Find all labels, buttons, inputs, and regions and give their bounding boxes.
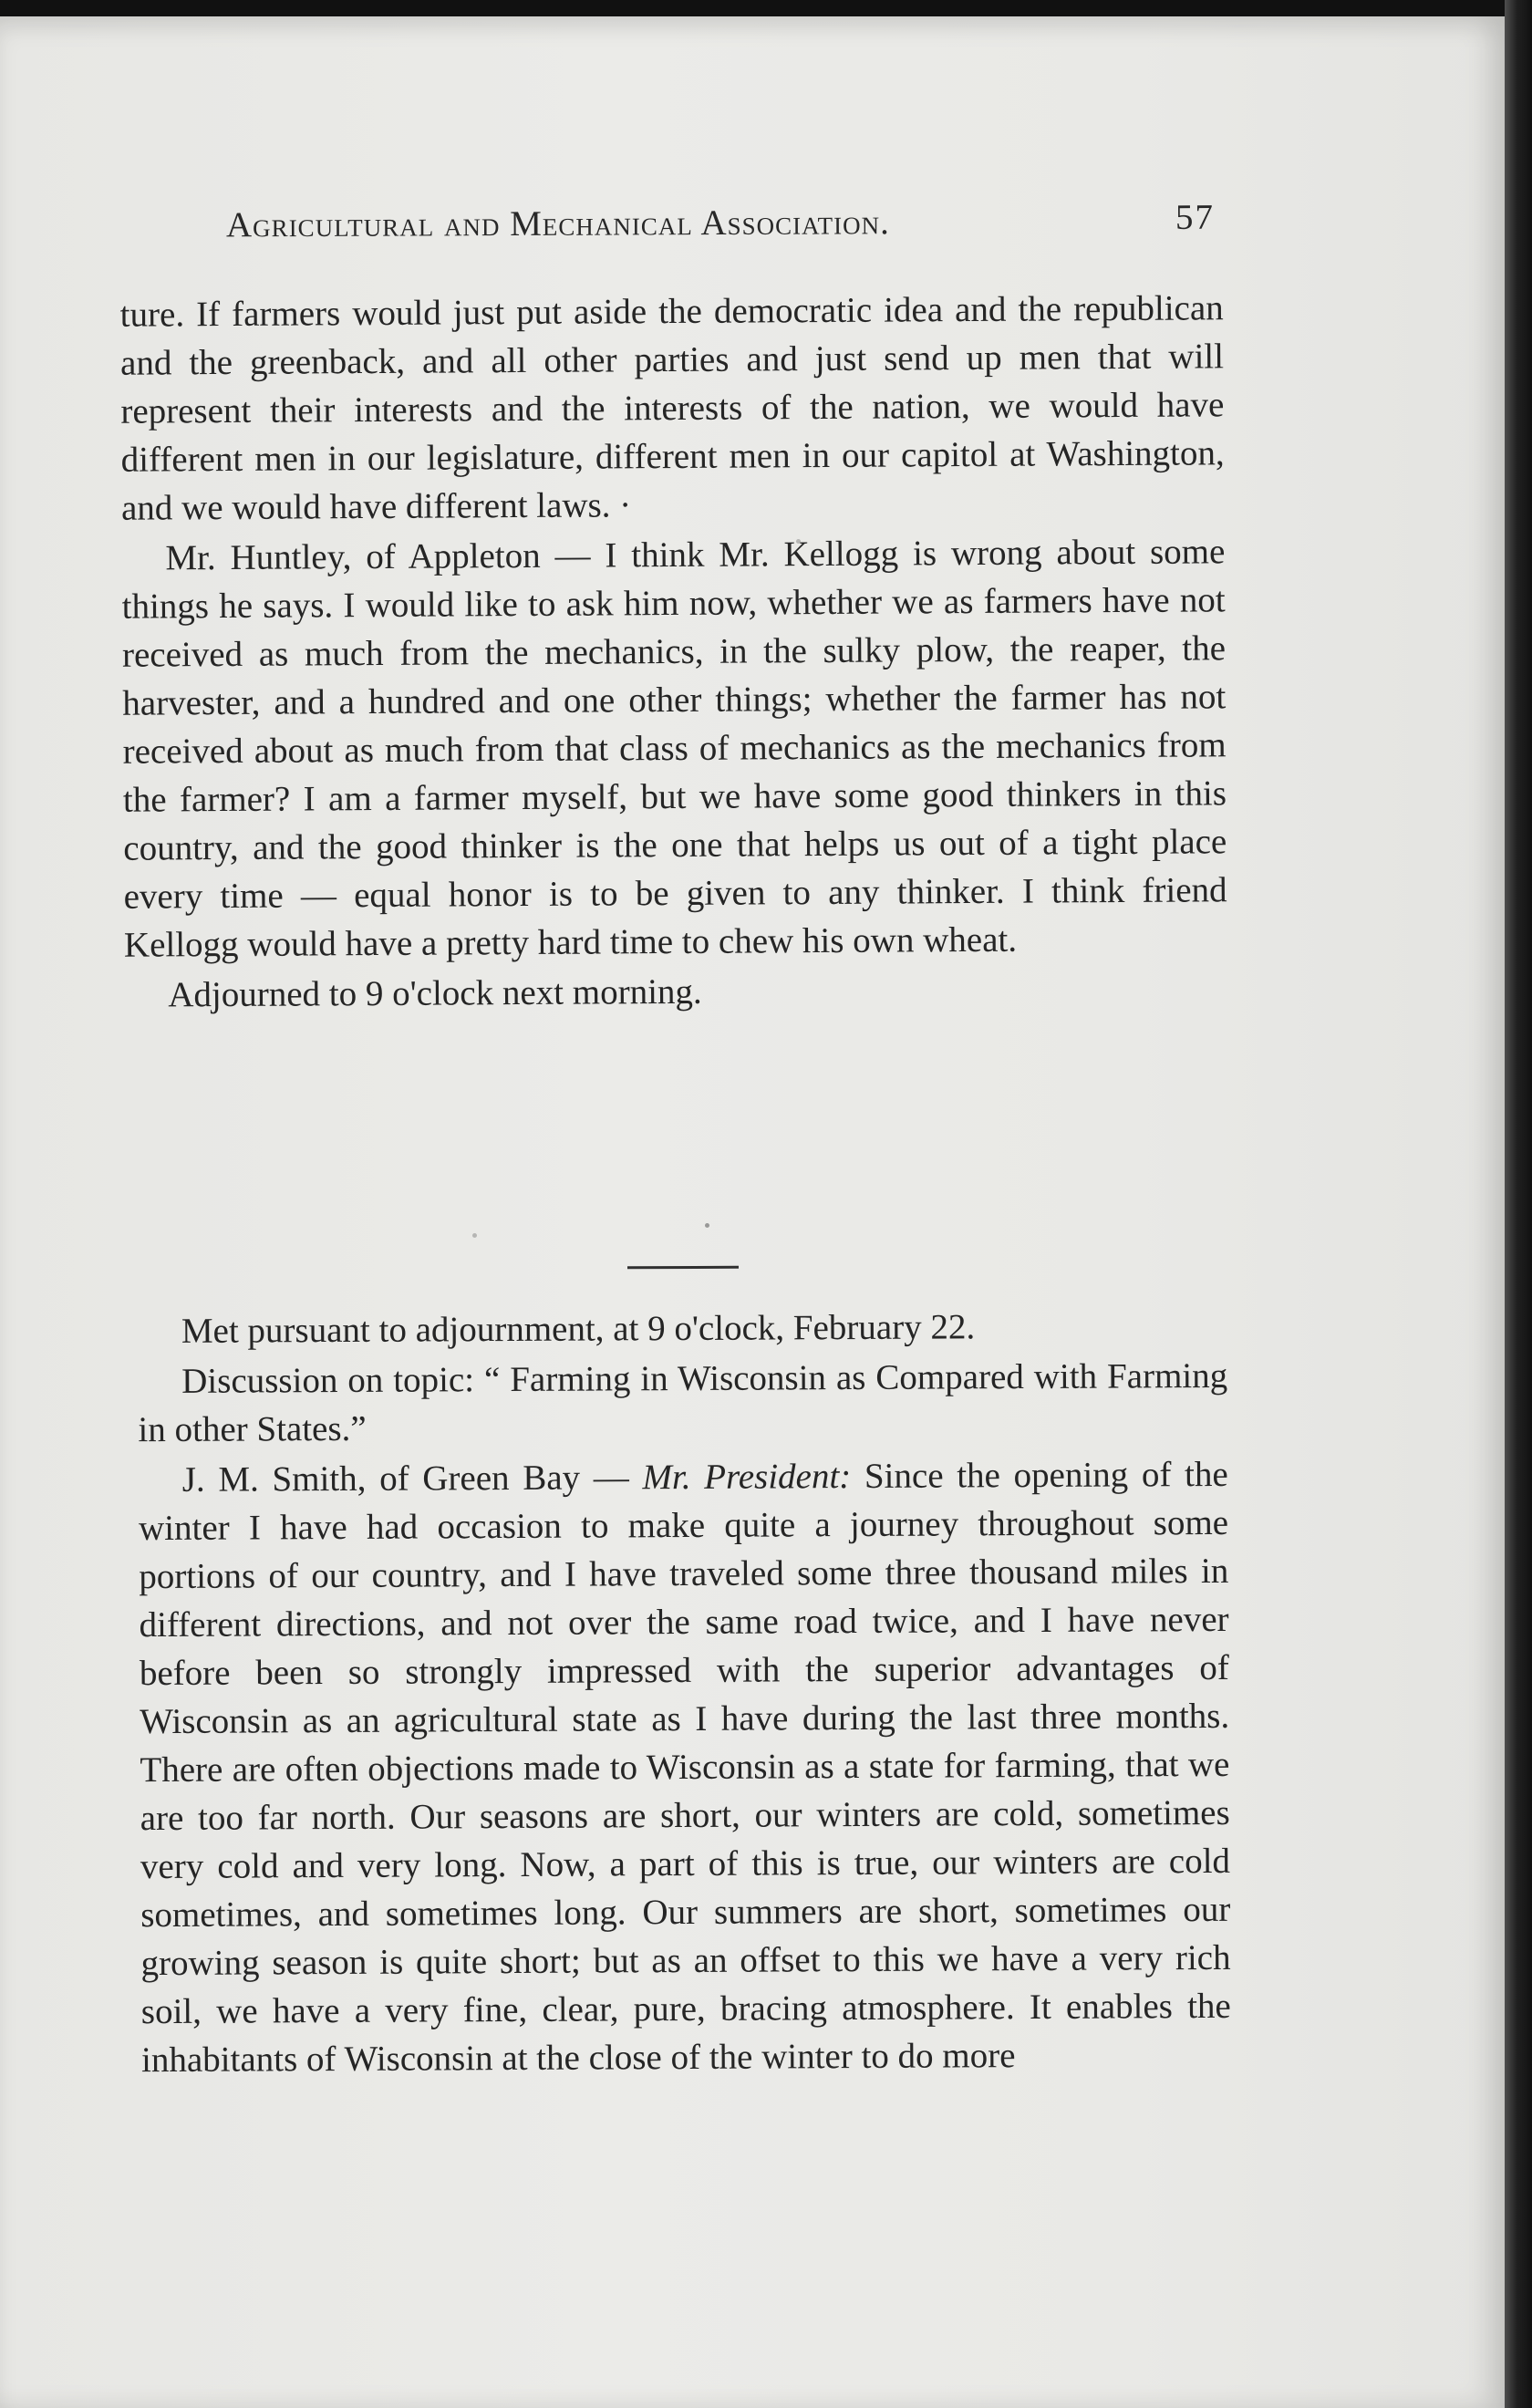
paragraph-smith bbox=[139, 1450, 1232, 2084]
section-rule bbox=[627, 1266, 739, 1269]
bottom-text-block bbox=[138, 1302, 1231, 2084]
smith-body: Since the opening of the winter I have had occasion to make quite a journey throughout some portions of our country, and I have traveled some three thousand miles in different directions, and not over the same road twice, and I have never before been so strongly impressed with the superior advantages of Wisconsin as an agricultural state as I have during the last three months. There are often objections made to Wisconsin as a state for farming, that we are too far north. Our seasons are short, our winters are cold, sometimes very cold and very long. Now, a part of this is true, our winters are cold sometimes, and sometimes long. Our summers are short, sometimes our growing season is quite short; but as an offset to this we have a very rich soil, we have a very fine, clear, pure, bracing atmosphere. It enables the inhabitants of Wisconsin at the close of the winter to do more bbox=[138, 1454, 1231, 2081]
paper-speck bbox=[796, 539, 801, 544]
paper-speck bbox=[472, 1233, 477, 1238]
speaker-address: Mr. President: bbox=[642, 1457, 852, 1498]
paragraph-huntley: Mr. Huntley, of Appleton — I think Mr. Kellogg is wrong about some things he says. I would like to ask him now, whether we as farmers have not received as much from the mechanics, in the sulky plow, the reaper, the harvester, and a hundred and one other things; whether the farmer has not received about as much from that class of mechanics as the mechanics from the farmer? I am a farmer myself, but we have some good thinkers in this country, and the good thinker is the one that helps us out of a tight place every time — equal honor is to be given to any thinker. I think friend Kellogg would have a pretty hard time to chew his own wheat. bbox=[121, 532, 1227, 965]
paper-speck bbox=[705, 1223, 709, 1228]
top-shadow bbox=[0, 0, 1532, 16]
paragraph-continuation: ture. If farmers would just put aside the democratic idea and the republican and the greenback, and all other parties and just send up men that will represent their interests and the interests of the nation, we would have different men in our legislature, different men in our capitol at Washington, and we would have different laws. · bbox=[119, 288, 1225, 528]
paragraph-adjourned: Adjourned to 9 o'clock next morning. bbox=[168, 971, 702, 1015]
smith-intro: J. M. Smith, of Green Bay — bbox=[181, 1458, 643, 1500]
page-number: 57 bbox=[1175, 197, 1216, 237]
page-edge bbox=[1505, 0, 1532, 2408]
running-head-title: Agricultural and Mechanical Association. bbox=[225, 202, 890, 245]
top-text-block bbox=[120, 284, 1228, 1019]
paragraph-topic: Discussion on topic: “ Farming in Wisconsin as Compared with Farming in other States.” bbox=[138, 1355, 1228, 1450]
running-head bbox=[225, 197, 1216, 262]
paragraph-met: Met pursuant to adjournment, at 9 o'clock, February 22. bbox=[181, 1307, 976, 1351]
